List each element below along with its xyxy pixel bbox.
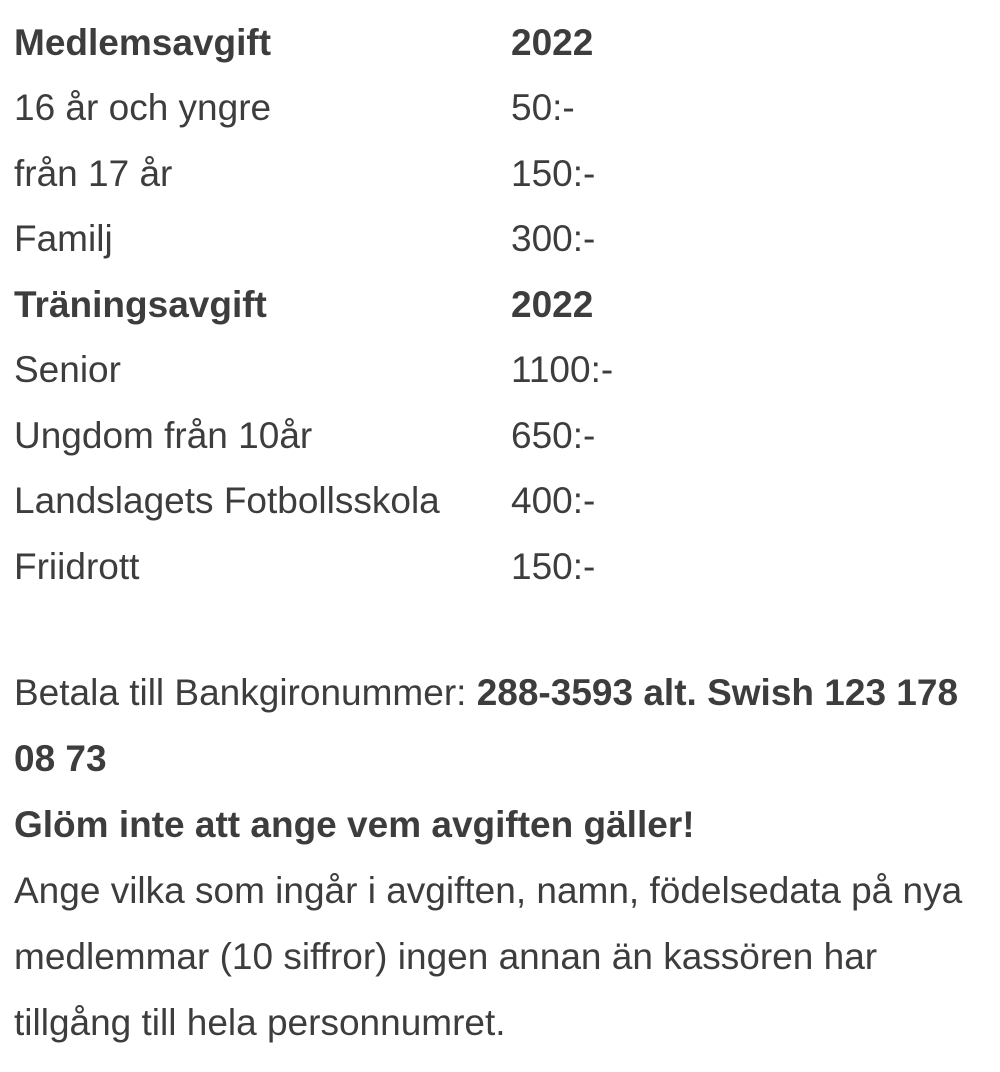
payment-reminder: Glöm inte att ange vem avgiften gäller! bbox=[14, 803, 695, 845]
fee-price: 300:- bbox=[511, 218, 596, 260]
payment-account-details: 288-3593 alt. Swish 123 178 08 73 bbox=[14, 671, 959, 779]
training-header-row bbox=[14, 272, 613, 338]
table-row bbox=[14, 534, 613, 600]
membership-header-row bbox=[14, 10, 613, 76]
fee-price: 400:- bbox=[511, 480, 596, 522]
fee-label: Familj bbox=[14, 218, 113, 260]
payment-intro: Betala till Bankgironummer: bbox=[14, 671, 477, 713]
fee-price: 1100:- bbox=[511, 349, 614, 391]
fee-label: Friidrott bbox=[14, 545, 140, 587]
table-row bbox=[14, 141, 613, 207]
fee-label: Landslagets Fotbollsskola bbox=[14, 480, 440, 522]
fee-price: 150:- bbox=[511, 152, 596, 194]
fee-table bbox=[14, 10, 613, 600]
fee-price: 150:- bbox=[511, 545, 596, 587]
membership-heading: Medlemsavgift bbox=[14, 21, 272, 63]
fee-label: från 17 år bbox=[14, 152, 173, 194]
table-row bbox=[14, 403, 613, 469]
fee-label: Senior bbox=[14, 349, 121, 391]
fee-price: 650:- bbox=[511, 414, 596, 456]
table-row bbox=[14, 338, 613, 404]
payment-section bbox=[14, 660, 974, 1056]
table-row bbox=[14, 207, 613, 273]
table-row bbox=[14, 469, 613, 535]
payment-instructions: Ange vilka som ingår i avgiften, namn, födelsedata på nya medlemmar (10 siffror) ingen annan än kassören har tillgång till hela personnumret. bbox=[14, 869, 963, 1043]
training-year: 2022 bbox=[511, 283, 594, 325]
payment-info bbox=[14, 660, 974, 792]
fee-label: Ungdom från 10år bbox=[14, 414, 313, 456]
membership-year: 2022 bbox=[511, 21, 594, 63]
fee-label: 16 år och yngre bbox=[14, 87, 272, 129]
table-row bbox=[14, 76, 613, 142]
training-heading: Träningsavgift bbox=[14, 283, 267, 325]
fee-price: 50:- bbox=[511, 87, 575, 129]
